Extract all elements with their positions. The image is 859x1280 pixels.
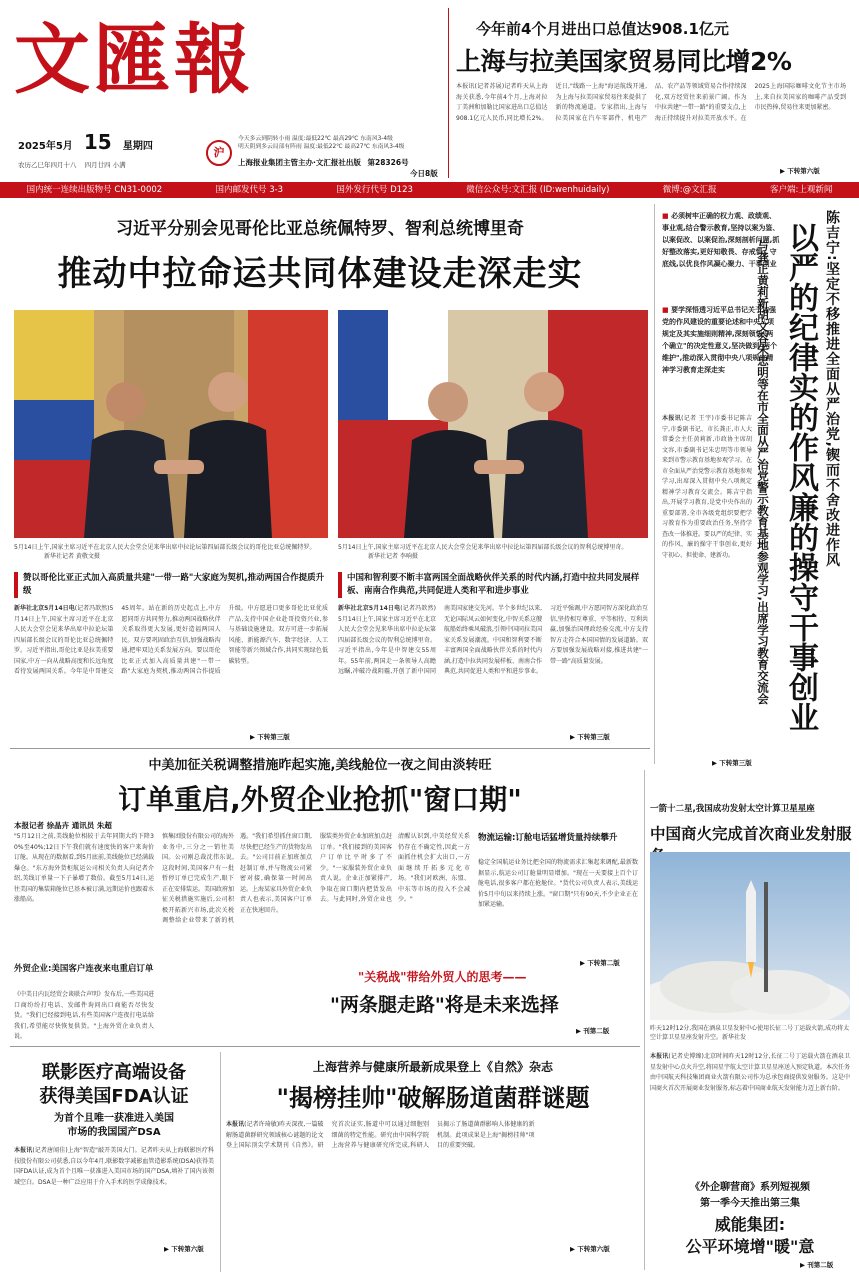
lead-kicker: 习近平分别会见哥伦比亚总统佩特罗、智利总统博里奇: [116, 219, 524, 239]
photo-chile-svg: [338, 310, 648, 538]
trade-col-1: "5月12日之前,美线舱位相较于去年同期大约下降30%至40%;12日下午我们就有速度快的客户来询价订舱。从现在的数据看,到5月底前,美线舱位已经满载爆仓。"东方海外货柜航运公司相关负责人向记者介绍,美线订单量一下子暴增了数倍。截至5月14日,运往美国的集装箱舱位已基本被订满,远期运价也跟着水涨船高。: [14, 833, 154, 903]
nature-kicker: 上海营养与健康所最新成果登上《自然》杂志: [312, 1060, 553, 1074]
lead-more-left[interactable]: ▶ 下转第三版: [250, 733, 290, 741]
nature-body: 本报讯(记者许琦敏)昨天深夜,一篇破解肠道菌群研究领域核心谜题的论文登上国际顶尖学术期刊《自然》。研究首次证实,肠道中可以通过细胞别细菌的特定性能。研究由中国科学院上海营养与健康研究所完成,科研人员揭示了肠道菌群影响人体健康的新机制。此项成果是上海"揭榜挂帅"项目的重要突破。: [226, 1121, 535, 1149]
publisher-line: 上海报业集团主管主办·文汇报社出版 第28326号: [238, 158, 409, 167]
trade-col-2: 慎集团股份有限公司的海外业务中,三分之一销往美国。公司刚总裁沈伟东说,这段时间,美国客户有一批暂停订单已完成生产,眼下正在安排装运。美国政府加征关税措施实施后,公司积极开拓新兴市场,此次关税调整给企业带来了新的机遇。"我们希望抓住窗口期,尽快把已经生产的货物发出去。"公司目前正加班加点赶制订单,并与物流公司紧密对接,确保第一时间出运。上海某家具外贸企业负责人也表示,美国客户订单正在快速回升。: [162, 833, 312, 924]
satellite-headline: 中国商火完成首次商业发射服: [650, 825, 852, 843]
lead-body-right: 新华社北京5月14日电(记者冯歆然)5月14日上午,国家主席习近平在北京人民大会堂会见来华出席中拉论坛第四届部长级会议的智利总统博里奇。习近平指出,今年是中智建交55周年。55年前,两国走一条领导人高瞻远瞩,冲破冷战阴霾,开创了新中国同南美国家建交先河。半个多世纪以来,无论国际风云如何变化,中智关系这艘航船始终乘风破浪,引领中国同拉美国家关系发展潮流。中国和智利要不断丰富两国全面战略伙伴关系的时代内涵,打造中拉共同发展样板、南南合作典范,共同促进人类和平和进步事业。习近平强调,中方愿同智方深化政治互信,坚持相互尊重、平等相待、互利共赢,加强治国理政经验交流,中方支持智方走符合本国国情的发展道路。双方要加强发展战略对接,推进共建"一带一路"高质量发展。: [338, 605, 648, 675]
top-right-kicker: 今年前4个月进出口总值达908.1亿元: [476, 20, 729, 38]
right-body: 本报讯(记者 王宇)市委书记陈吉宁,市委副书记、市长龚正,市人大常委会主任黄莉新,市政协主席胡文容,市委副书记朱忠明等市领导来到市警示教育基地参观学习。在市全面从严治党警示教育基地参观学习,出席深入贯彻中央八项规定精神学习教育交流会。陈吉宁指出,开展学习教育,是党中央作出的重要部署,全市各级党组织要把学习教育作为重要政治任务,坚持学查改一体推进。要以严的纪律、实的作风、廉的操守干事创业,更好守初心、担使命、建新功。: [662, 415, 752, 559]
lead-more-right[interactable]: ▶ 下转第三版: [570, 733, 610, 741]
weather-block: 今天多云到阴转小雨 温度:最低22℃ 最高29℃ 东南风3-4级 明天阴到多云局部有阵雨 温度:最低22℃ 最高27℃ 东南风3-4级: [238, 136, 405, 150]
info-weibo: 微博:@文汇报: [662, 185, 717, 195]
lead-headline: 推动中拉命运共同体建设走深走实: [57, 254, 583, 294]
section-divider-1: [10, 748, 650, 749]
fda-subhead: 为首个且唯一获准进入美国 市场的我国国产DSA: [54, 1113, 174, 1138]
weather-tomorrow: 明天阴到多云局部有阵雨: [238, 143, 302, 150]
weineng-kicker-2: 第一季今天推出第三集: [700, 1198, 800, 1209]
commentary-box: [320, 962, 640, 1044]
subhead-right: 中国和智利要不断丰富两国全面战略伙伴关系的时代内涵,打造中拉共同发展样板、南南合作典范,共同促进人类和平和进步事业: [338, 572, 648, 598]
fda-more[interactable]: ▶ 下转第六版: [164, 1245, 204, 1253]
top-right-body: 本报讯(记者苏展)记者昨天从上海海关获悉,今年前4个月,上海对拉丁美洲和加勒比国家进出口总值达908.1亿元人民币,同比增长2%。近日,"线路一上海"海运航线开通,为上海与拉美国家贸易往来提供了新的物流通道。专家指出,上海与拉美国家在汽车零部件、机电产品、农产品等领域贸易合作持续深化,双方经贸往来前景广阔。作为中拉共建"一带一路"的重要支点,上海正持续提升对拉美开放水平。在2025上海国际咖啡文化节主市场上,来自拉美国家的咖啡产品受到市民热捧,贸易往来更加紧密。: [456, 83, 846, 122]
top-right-more[interactable]: ▶ 下转第六版: [780, 167, 820, 175]
photo-rocket-svg: [650, 852, 850, 1020]
weineng-kicker: 《外企聊营商》系列短视频: [690, 1182, 810, 1193]
commentary-headline: "两条腿走路"将是未来选择: [330, 994, 559, 1016]
fda-body: 本报讯(记者唐闻佳)上海"智造"敲开美国大门。记者昨天从上海联影医疗科技股份有限公司获悉,自以今年4月,联影数字减影血管造影系统(DSA)获得美国FDA认证,成为首个且唯一获准进入美国市场的国产DSA,填补了国内该领域空白。DSA是一种广泛应用于介入手术的医学成像技术。: [14, 1147, 214, 1186]
satellite-kicker: 一箭十二星,我国成功发射太空计算卫星星座: [650, 804, 815, 814]
satellite-caption: 昨天12时12分,我国在酒泉卫星发射中心使用长征二号丁运载火箭,成功将太空计算卫星星座发射升空。新华社发: [650, 1025, 850, 1041]
fda-headline-2: 获得美国FDA认证: [39, 1086, 189, 1107]
right-bullet-1: ■ 必须树牢正确的权力观、政绩观、事业观,结合警示教育,坚持以案为鉴、以案促改、以案促治,深刻剖析问题,抓好整改落实,更好知敬畏、存戒惧、守底线,以优良作风凝心聚力、干事创业: [662, 212, 780, 268]
commentary-kicker: "关税战"带给外贸人的思考——: [358, 970, 527, 984]
lead-body-left: 新华社北京5月14日电(记者冯歆然)5月14日上午,国家主席习近平在北京人民大会堂会见来华出席中拉论坛第四届部长级会议的哥伦比亚总统佩特罗。习近平指出,哥伦比亚是拉美重要国家,中方一向从战略高度和长远角度看待发展两国关系。今年是中哥建交45周年。站在新的历史起点上,中方愿同哥方共同努力,推动两国战略伙伴关系取得更大发展,更好造福两国人民。双方要巩固政治互信,加强战略沟通,把牢双边关系发展方向。要以哥伦比亚正式加入高质量共建"一带一路"大家庭为契机,推动两国合作提质升级。中方愿进口更多哥伦比亚优质产品,支持中国企业赴哥投资兴业,参与基础设施建设。双方可进一步拓展风能、新能源汽车、数字经济、人工智能等新兴领域合作,共同实现绿色低碳转型。: [14, 605, 328, 675]
satellite-divider: [644, 770, 645, 1270]
credit-right: 新华社记者 李响摄: [368, 553, 418, 560]
satellite-body: 本报讯(记者史博臻)北京时间昨天12时12分,长征二号丁运载火箭在酒泉卫星发射中心点火升空,将国星宇航太空计算卫星星座送入预定轨道。本次任务由中国航天科技集团商业火箭有限公司作为总承包商提供发射服务。这是中国商火首次开展商业发射服务,标志着中国商业航天发射能力迈上新台阶。: [650, 1053, 850, 1092]
photo-colombia-meeting: [14, 310, 328, 538]
bottom-divider: [220, 1052, 221, 1272]
subhead-left: 赞以哥伦比亚正式加入高质量共建"一带一路"大家庭为契机,推动两国合作提质升级: [14, 572, 328, 598]
right-kicker-vertical: 陈吉宁:坚定不移推进全面从严治党,锲而不舍改进作风: [824, 210, 840, 568]
info-client: 客户端:上观新闻: [769, 185, 833, 195]
caption-left: 5月14日上午,国家主席习近平在北京人民大会堂会见来华出席中拉论坛第四届部长级会议的哥伦比亚总统佩特罗。 新华社记者 黄敬文摄: [14, 544, 316, 560]
lunar-date: 农历乙巳年四月十八 四月廿四 小满: [18, 161, 126, 169]
photo-chile-meeting: [338, 310, 648, 538]
weineng-headline-1: 威能集团:: [714, 1215, 786, 1234]
publisher-logo-icon: 沪: [206, 140, 232, 166]
trade-more[interactable]: ▶ 下转第二版: [580, 959, 620, 967]
info-wechat: 微信公众号:文汇报 (ID:wenhuidaily): [466, 185, 610, 195]
trade-byline: 本报记者 徐晶卉 通讯员 朱超: [14, 821, 112, 830]
date-weekday: 星期四: [122, 141, 153, 152]
photo-rocket-launch: [650, 852, 850, 1020]
right-more[interactable]: ▶ 下转第三版: [712, 759, 752, 767]
weineng-headline-2: 公平环境增"暖"意: [685, 1237, 815, 1256]
commentary-more[interactable]: ▶ 刊第二版: [576, 1027, 610, 1035]
weather-today: 今天多云到阴转小雨: [238, 136, 291, 142]
masthead-divider: [448, 8, 449, 178]
photo-colombia-svg: [14, 310, 328, 538]
nature-headline: "揭榜挂帅"破解肠道菌群谜题: [276, 1084, 590, 1112]
trade-subhead-1: 外贸企业:美国客户连夜来电重启订单: [14, 964, 154, 974]
weineng-box: [650, 1172, 850, 1272]
trade-kicker: 中美加征关税调整措施昨起实施,美线舱位一夜之间由淡转旺: [148, 758, 492, 773]
trade-subhead-2: 物流运输:订舱电话猛增货量持续攀升: [478, 833, 618, 843]
credit-left: 新华社记者 黄敬文摄: [44, 553, 100, 560]
date-day: 15: [83, 130, 112, 154]
issue-number: 第28326号: [367, 158, 409, 167]
fda-headline-1: 联影医疗高端设备: [42, 1062, 186, 1083]
info-foreign: 国外发行代号 D123: [336, 185, 413, 195]
nature-more[interactable]: ▶ 下转第六版: [570, 1245, 610, 1253]
right-col-divider: [654, 204, 655, 764]
trade-col-3: 服装类外贸企业加班加点赶订单。"我们接到的美国客户订单比平时多了不少。"一家服装外贸企业负责人说。企业正加紧排产,争取在窗口期内把货发出去。与此同时,外贸企业也清醒认识到,中美经贸关系仍存在不确定性,因此一方面抓住机会扩大出口,一方面继续开拓多元化市场。"我们对欧洲、东盟、中东等市场的投入不会减少。": [320, 833, 470, 903]
masthead: [0, 0, 859, 182]
section-divider-2: [10, 1046, 640, 1047]
right-headline-vertical: 以严的纪律实的作风廉的操守干事创业: [783, 222, 818, 732]
right-sub-vertical: 与龚正黄莉新胡文容朱忠明等在市全面从严治党警示教育基地参观学习,出席学习教育交流会: [756, 240, 770, 705]
info-postal: 国内邮发代号 3-3: [215, 185, 284, 195]
caption-right: 5月14日上午,国家主席习近平在北京人民大会堂会见来华出席中拉论坛第四届部长级会议的智利总统博里奇。 新华社记者 李响摄: [338, 544, 628, 560]
newspaper-logo: 文匯報: [14, 15, 254, 104]
trade-headline: 订单重启,外贸企业抢抓"窗口期": [118, 783, 522, 816]
top-right-headline: 上海与拉美国家贸易同比增2%: [456, 47, 792, 76]
info-bar: [0, 182, 859, 198]
weineng-more[interactable]: ▶ 刊第二版: [800, 1261, 834, 1269]
info-cn: 国内统一连续出版物号 CN31-0002: [26, 185, 163, 195]
trade-col-1b: 《中美日内瓦经贸会谈联合声明》发布后,一些美国进口商纷纷打电话、发邮件询问出口商能否尽快发货。"我们已经接到电话,有些美国客户连夜打电话给我们,希望能尽快恢复供货。"上海外贸企业负责人说。: [14, 991, 154, 1040]
right-bullet-2: ■ 要学深悟透习近平总书记关于加强党的作风建设的重要论述和中央八项规定及其实施细则精神,深刻领悟"两个确立"的决定性意义,坚决做到"两个维护",推动深入贯彻中央八项规定精神学习教育走深走实: [662, 306, 777, 374]
trade-col-4: 稳定全国航运业务比把全国的物流需求汇集起来调配,最新数据显示,航运公司订舱量明显增加。"现在一天要接上百个订舱电话,很多客户都在抢舱位。"货代公司负责人表示,美线运价5月中旬以来持续上涨。"窗口期"只有90天,不少企业正在加紧运输。: [478, 859, 638, 908]
date-block: [18, 130, 198, 154]
page-count: 今日8版: [410, 169, 438, 178]
date-year-month: 2025年5月: [18, 141, 73, 152]
